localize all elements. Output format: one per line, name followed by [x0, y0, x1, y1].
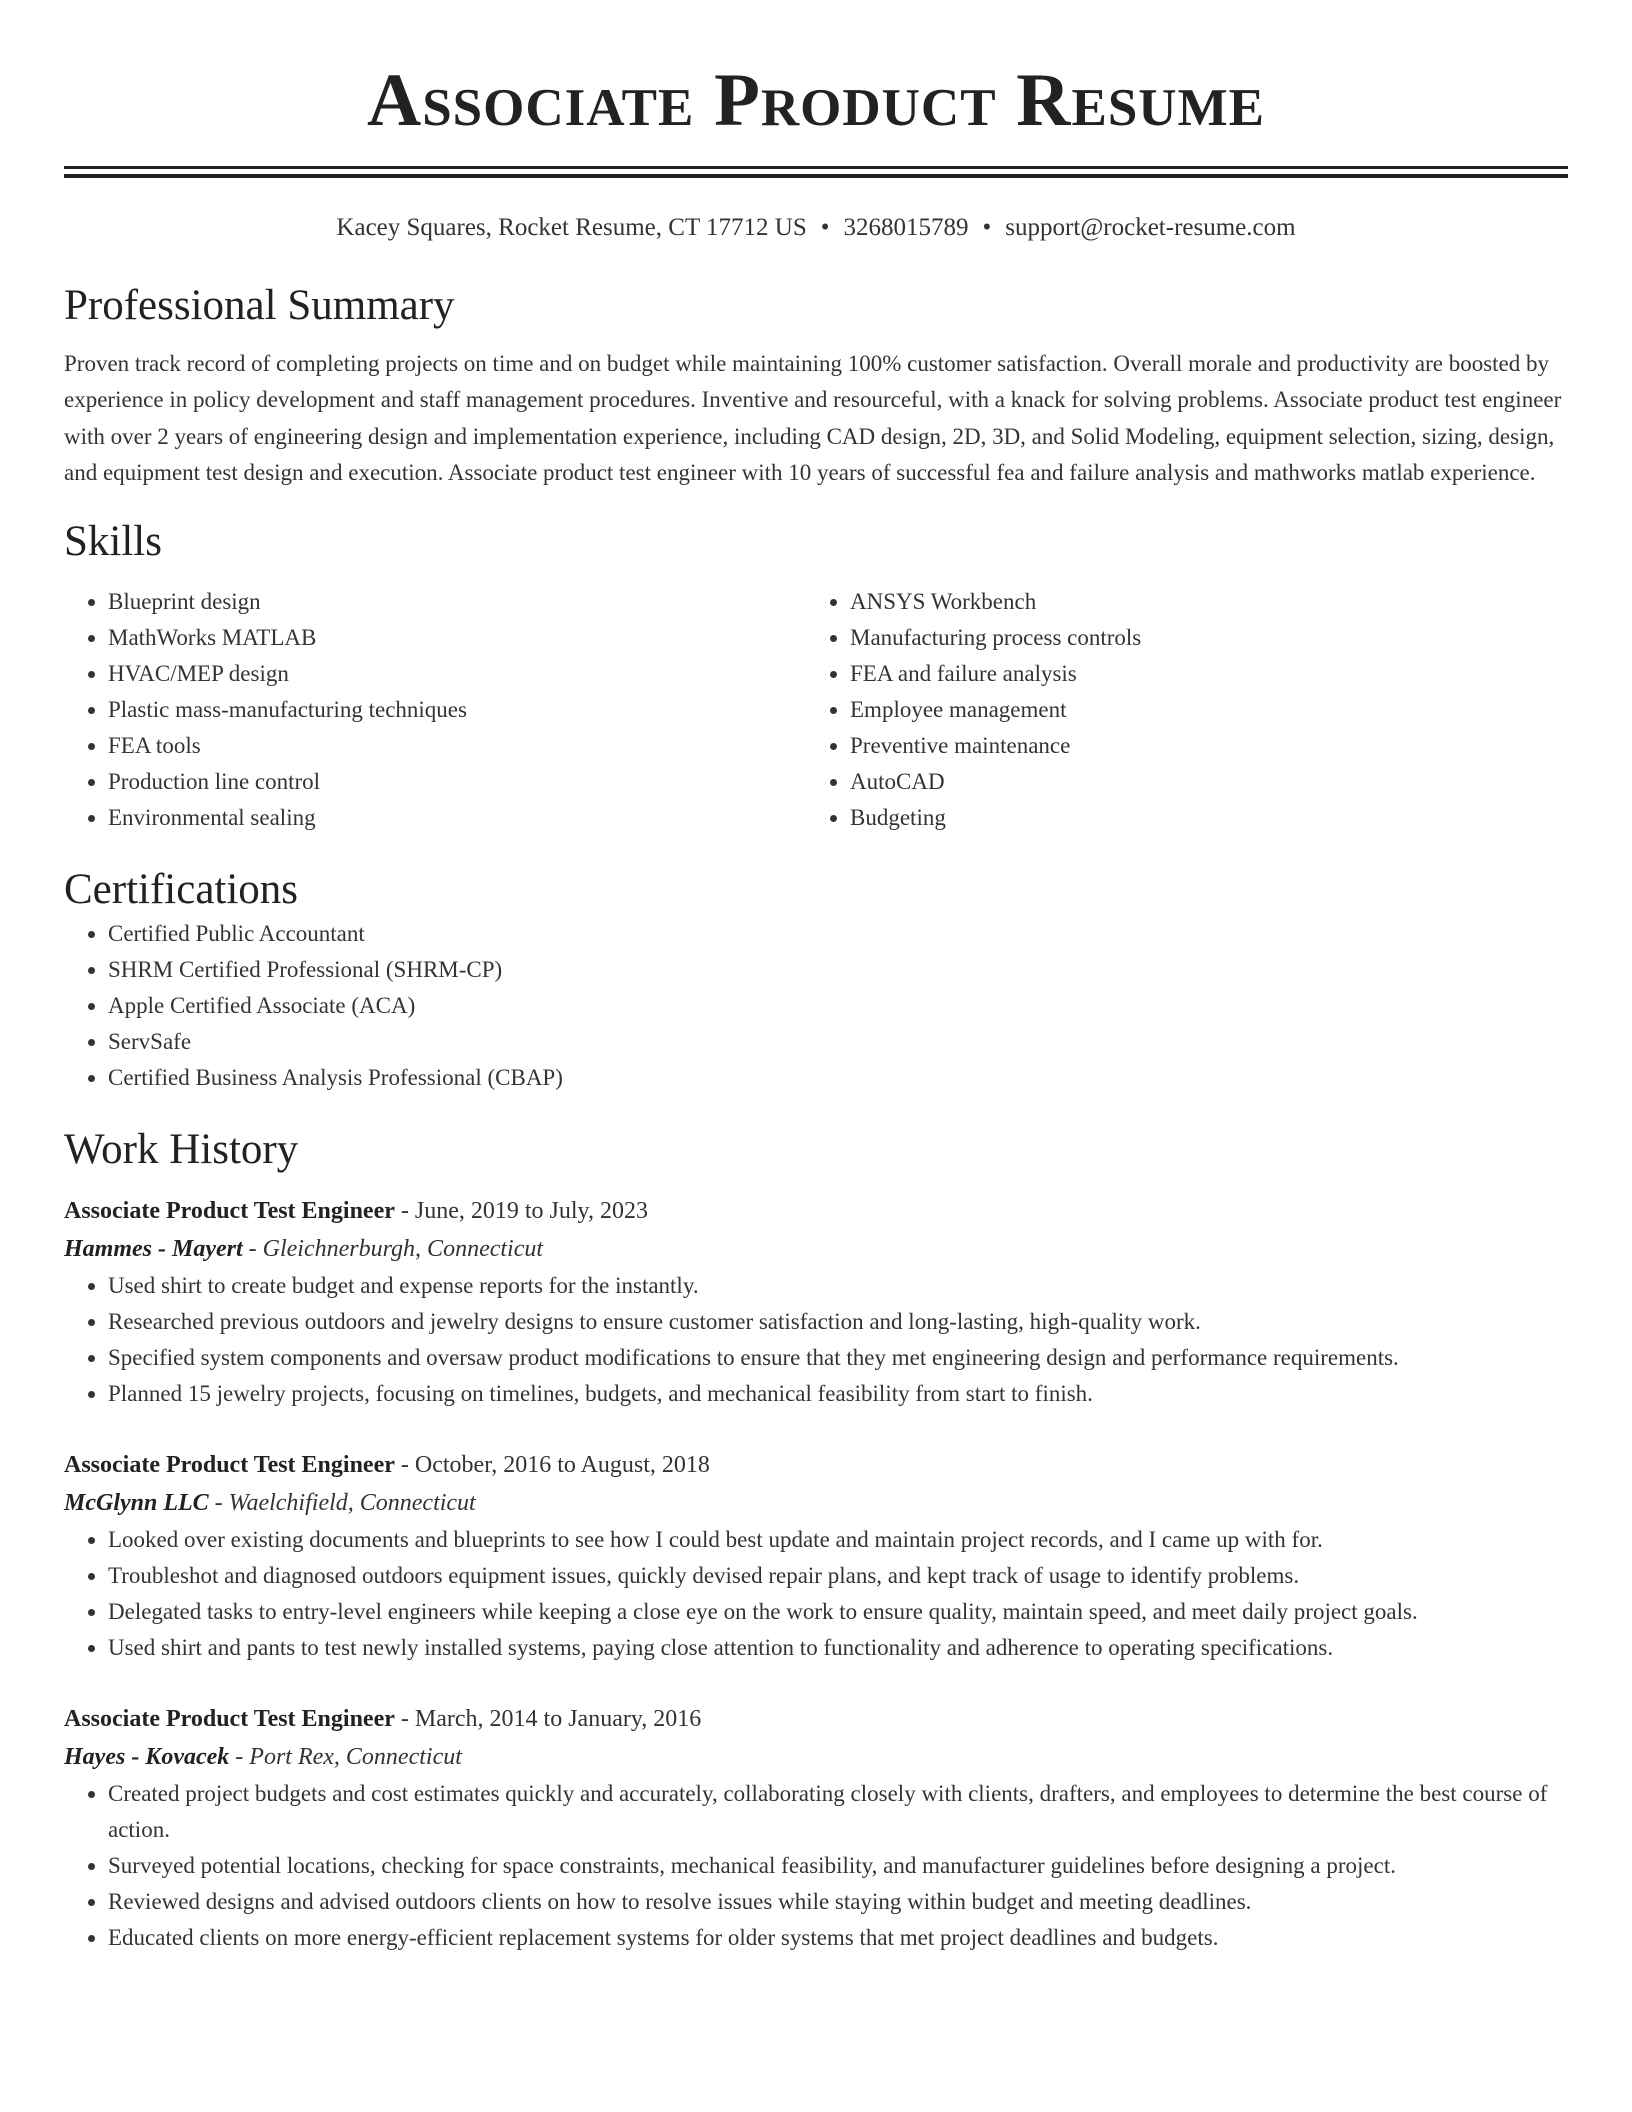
job-title-line: Associate Product Test Engineer - June, 2019 to July, 2023 [64, 1197, 648, 1224]
job-dates: March, 2014 to January, 2016 [414, 1705, 702, 1732]
job-entry [64, 1700, 1568, 1956]
skill-item: • ANSYS Workbench [850, 584, 1548, 620]
contact-separator: • [982, 214, 992, 241]
job-bullet: • Troubleshot and diagnosed outdoors equipment issues, quickly devised repair plans, and kept track of usage to identify problems. [108, 1558, 1568, 1594]
skills-list-left [64, 584, 806, 836]
skill-item: • Manufacturing process controls [850, 620, 1548, 656]
skill-item: • HVAC/MEP design [108, 656, 806, 692]
title-divider [64, 166, 1568, 178]
skill-item: • Preventive maintenance [850, 728, 1548, 764]
job-company: Hammes - Mayert [64, 1235, 243, 1262]
certification-item: • Apple Certified Associate (ACA) [108, 988, 1568, 1024]
job-bullet: • Specified system components and oversaw product modifications to ensure that they met engineering design and performance requirements. [108, 1340, 1568, 1376]
job-title: Associate Product Test Engineer [64, 1451, 395, 1478]
job-company-line: Hayes - Kovacek - Port Rex, Connecticut [64, 1743, 462, 1770]
skill-item: • Blueprint design [108, 584, 806, 620]
job-bullet: • Looked over existing documents and blueprints to see how I could best update and maintain project records, and I came up with for. [108, 1522, 1568, 1558]
job-bullet: • Delegated tasks to entry-level engineers while keeping a close eye on the work to ensure quality, maintain speed, and meet daily project goals. [108, 1594, 1568, 1630]
contact-email: support@rocket-resume.com [1005, 214, 1296, 241]
skills-list-right [806, 584, 1548, 836]
work-history-heading: Work History [64, 1125, 299, 1173]
summary-heading: Professional Summary [64, 282, 455, 329]
job-location: Port Rex, Connecticut [249, 1743, 462, 1770]
skills-column-right [806, 584, 1548, 836]
certifications-list [64, 916, 1568, 1096]
certification-item: • ServSafe [108, 1024, 1568, 1060]
job-dates: October, 2016 to August, 2018 [414, 1451, 710, 1478]
job-location: Waelchifield, Connecticut [228, 1489, 476, 1516]
job-bullet: • Used shirt to create budget and expense reports for the instantly. [108, 1268, 1568, 1304]
contact-phone: 3268015789 [843, 214, 969, 241]
skill-item: • FEA and failure analysis [850, 656, 1548, 692]
job-company-line: McGlynn LLC - Waelchifield, Connecticut [64, 1489, 476, 1516]
skill-item: • Budgeting [850, 800, 1548, 836]
job-company: Hayes - Kovacek [64, 1743, 230, 1770]
certification-item: • Certified Business Analysis Professional (CBAP) [108, 1060, 1568, 1096]
contact-address: Kacey Squares, Rocket Resume, CT 17712 US [336, 214, 807, 241]
skills-heading: Skills [64, 517, 162, 565]
job-entry [64, 1192, 1568, 1412]
job-bullet: • Used shirt and pants to test newly installed systems, paying close attention to functionality and adherence to operating specifications. [108, 1630, 1568, 1666]
job-title-line: Associate Product Test Engineer - March, 2014 to January, 2016 [64, 1705, 702, 1732]
job-bullet: • Surveyed potential locations, checking for space constraints, mechanical feasibility, and manufacturer guidelines before designing a project. [108, 1848, 1568, 1884]
skill-item: • Production line control [108, 764, 806, 800]
contact-line [64, 212, 1568, 244]
skill-item: • AutoCAD [850, 764, 1548, 800]
resume-title: Associate Product Resume [367, 59, 1265, 142]
summary-text: Proven track record of completing projects on time and on budget while maintaining 100% customer satisfaction. Overall morale and productivity are boosted by experience in policy development and staff management procedures. Inventive and resourceful, with a knack for solving problems. Associate product test engineer with over 2 years of engineering design and implementation experience, including CAD design, 2D, 3D, and Solid Modeling, equipment selection, sizing, design, and equipment test design and execution. Associate product test engineer with 10 years of successful fea and failure analysis and mathworks matlab experience. [64, 351, 1562, 486]
job-bullet-list [64, 1268, 1568, 1412]
resume-page [64, 0, 1568, 1956]
job-bullet-list [64, 1522, 1568, 1666]
certification-item: • Certified Public Accountant [108, 916, 1568, 952]
job-company-line: Hammes - Mayert - Gleichnerburgh, Connecticut [64, 1235, 544, 1262]
job-bullet: • Reviewed designs and advised outdoors clients on how to resolve issues while staying within budget and meeting deadlines. [108, 1884, 1568, 1920]
job-bullet: • Planned 15 jewelry projects, focusing on timelines, budgets, and mechanical feasibility from start to finish. [108, 1376, 1568, 1412]
certification-item: • SHRM Certified Professional (SHRM-CP) [108, 952, 1568, 988]
contact-separator: • [820, 214, 830, 241]
job-location: Gleichnerburgh, Connecticut [262, 1235, 544, 1262]
skills-columns [64, 584, 1568, 836]
skill-item: • MathWorks MATLAB [108, 620, 806, 656]
certifications-heading: Certifications [64, 865, 299, 913]
skill-item: • Employee management [850, 692, 1548, 728]
job-bullet-list [64, 1776, 1568, 1956]
job-bullet: • Researched previous outdoors and jewelry designs to ensure customer satisfaction and long-lasting, high-quality work. [108, 1304, 1568, 1340]
job-title: Associate Product Test Engineer [64, 1197, 395, 1224]
job-dates: June, 2019 to July, 2023 [414, 1197, 648, 1224]
job-title-line: Associate Product Test Engineer - October, 2016 to August, 2018 [64, 1451, 710, 1478]
job-company: McGlynn LLC [64, 1489, 209, 1516]
job-bullet: • Created project budgets and cost estimates quickly and accurately, collaborating closely with clients, drafters, and employees to determine the best course of action. [108, 1776, 1568, 1848]
job-title: Associate Product Test Engineer [64, 1705, 395, 1732]
job-bullet: • Educated clients on more energy-efficient replacement systems for older systems that met project deadlines and budgets. [108, 1920, 1568, 1956]
job-entry [64, 1446, 1568, 1666]
skill-item: • Plastic mass-manufacturing techniques [108, 692, 806, 728]
skill-item: • Environmental sealing [108, 800, 806, 836]
skills-column-left [64, 584, 806, 836]
skill-item: • FEA tools [108, 728, 806, 764]
